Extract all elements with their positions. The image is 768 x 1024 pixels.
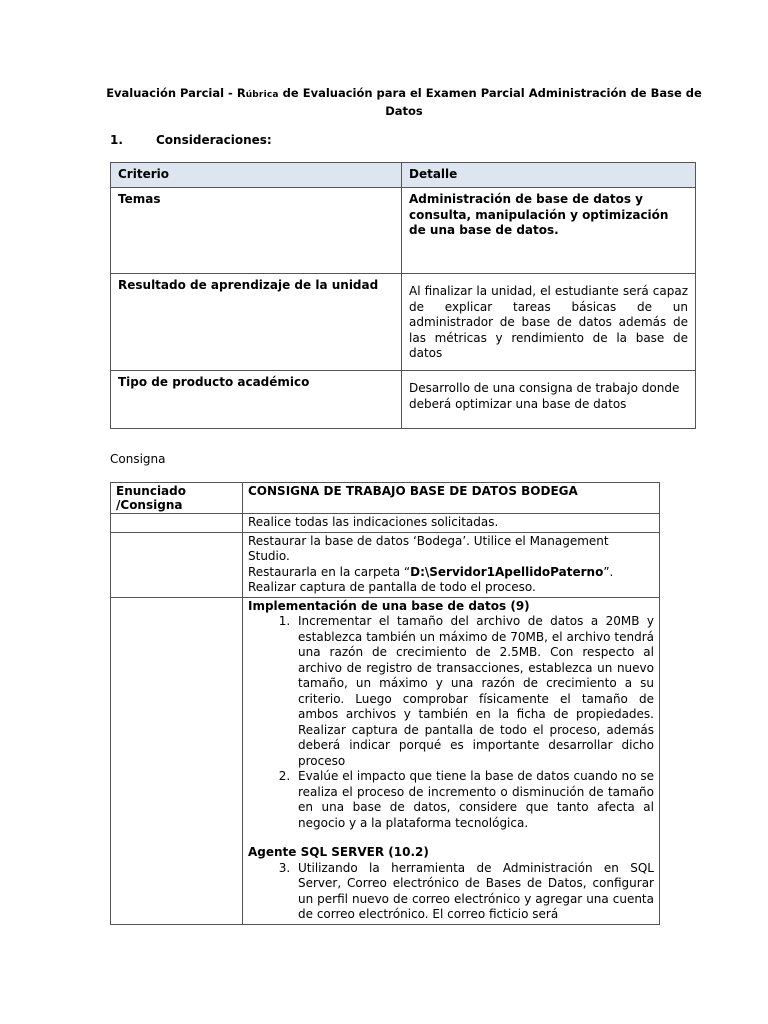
table-row — [111, 371, 696, 429]
list-item: 2. Evalúe el impacto que tiene la base de datos cuando no se realiza el proceso de incremento o disminución de tamaño en una base de datos, considere que tanto afecta al negocio y a la plataforma tecnológica. — [294, 769, 654, 831]
title-part-2: úbrica — [245, 90, 279, 100]
consigna-header-row — [111, 483, 660, 514]
consigna-label: Consigna — [110, 452, 166, 466]
title-part-1: Evaluación Parcial - R — [106, 86, 246, 100]
agent-heading: Agente SQL SERVER (10.2) — [248, 845, 429, 859]
section-number: 1. — [110, 133, 123, 147]
restore-line-1: Restaurar la base de datos ‘Bodega’. Utilice el Management Studio. — [248, 533, 609, 563]
enunciado-label: Enunciado /Consigna — [111, 483, 243, 514]
restore-instructions — [243, 532, 660, 597]
table-row — [111, 532, 660, 597]
criterio-cell: Resultado de aprendizaje de la unidad — [111, 274, 402, 371]
instruction-text: Realice todas las indicaciones solicitadas. — [243, 514, 660, 533]
table-row — [111, 597, 660, 924]
page-title — [104, 85, 704, 119]
restore-line-2-pre: Restaurarla en la carpeta “ — [248, 564, 411, 579]
header-criterio: Criterio — [111, 163, 402, 188]
criteria-table — [110, 162, 696, 429]
consigna-title: CONSIGNA DE TRABAJO BASE DE DATOS BODEGA — [243, 483, 660, 514]
table-row — [111, 188, 696, 274]
empty-cell — [111, 532, 243, 597]
detalle-cell: Desarrollo de una consigna de trabajo donde deberá optimizar una base de datos — [402, 371, 696, 429]
table-row — [111, 274, 696, 371]
empty-cell — [111, 514, 243, 533]
list-item: 3. Utilizando la herramienta de Administración en SQL Server, Correo electrónico de Bases de Datos, configurar un perfil nuevo de correo electrónico y agregar una cuenta de correo electrónico. El correo ficticio será — [294, 861, 654, 923]
section-heading — [110, 133, 272, 147]
empty-cell — [111, 597, 243, 924]
agent-list — [248, 861, 654, 923]
implementation-heading: Implementación de una base de datos (9) — [248, 598, 530, 613]
criteria-header-row — [111, 163, 696, 188]
restore-line-2-post: ”. Realizar captura de pantalla de todo el proceso. — [248, 564, 614, 594]
implementation-list — [248, 614, 654, 831]
criterio-cell: Temas — [111, 188, 402, 274]
detalle-cell: Administración de base de datos y consulta, manipulación y optimización de una base de datos. — [402, 188, 696, 274]
table-row — [111, 514, 660, 533]
criterio-cell: Tipo de producto académico — [111, 371, 402, 429]
consigna-table — [110, 482, 660, 925]
tasks-cell — [243, 597, 660, 924]
header-detalle: Detalle — [402, 163, 696, 188]
folder-path: D:\Servidor1ApellidoPaterno — [410, 564, 604, 579]
restore-line-2 — [248, 565, 654, 596]
title-part-3: de Evaluación para el Examen Parcial Administración de Base de Datos — [278, 86, 702, 118]
section-label: Consideraciones: — [156, 133, 272, 147]
list-item: 1. Incrementar el tamaño del archivo de datos a 20MB y establezca también un máximo de 70MB, el archivo tendrá una razón de crecimiento de 2.5MB. Con respecto al archivo de registro de transacciones, establezca un nuevo tamaño, un máximo y una razón de crecimiento a su criterio. Luego comprobar físicamente el tamaño de ambos archivos y también en la ficha de propiedades. Realizar captura de pantalla de todo el proceso, además deberá indicar porqué es importante desarrollar dicho proceso — [294, 614, 654, 769]
detalle-cell: Al finalizar la unidad, el estudiante será capaz de explicar tareas básicas de un administrador de base de datos además de las métricas y rendimiento de la base de datos — [402, 274, 696, 371]
